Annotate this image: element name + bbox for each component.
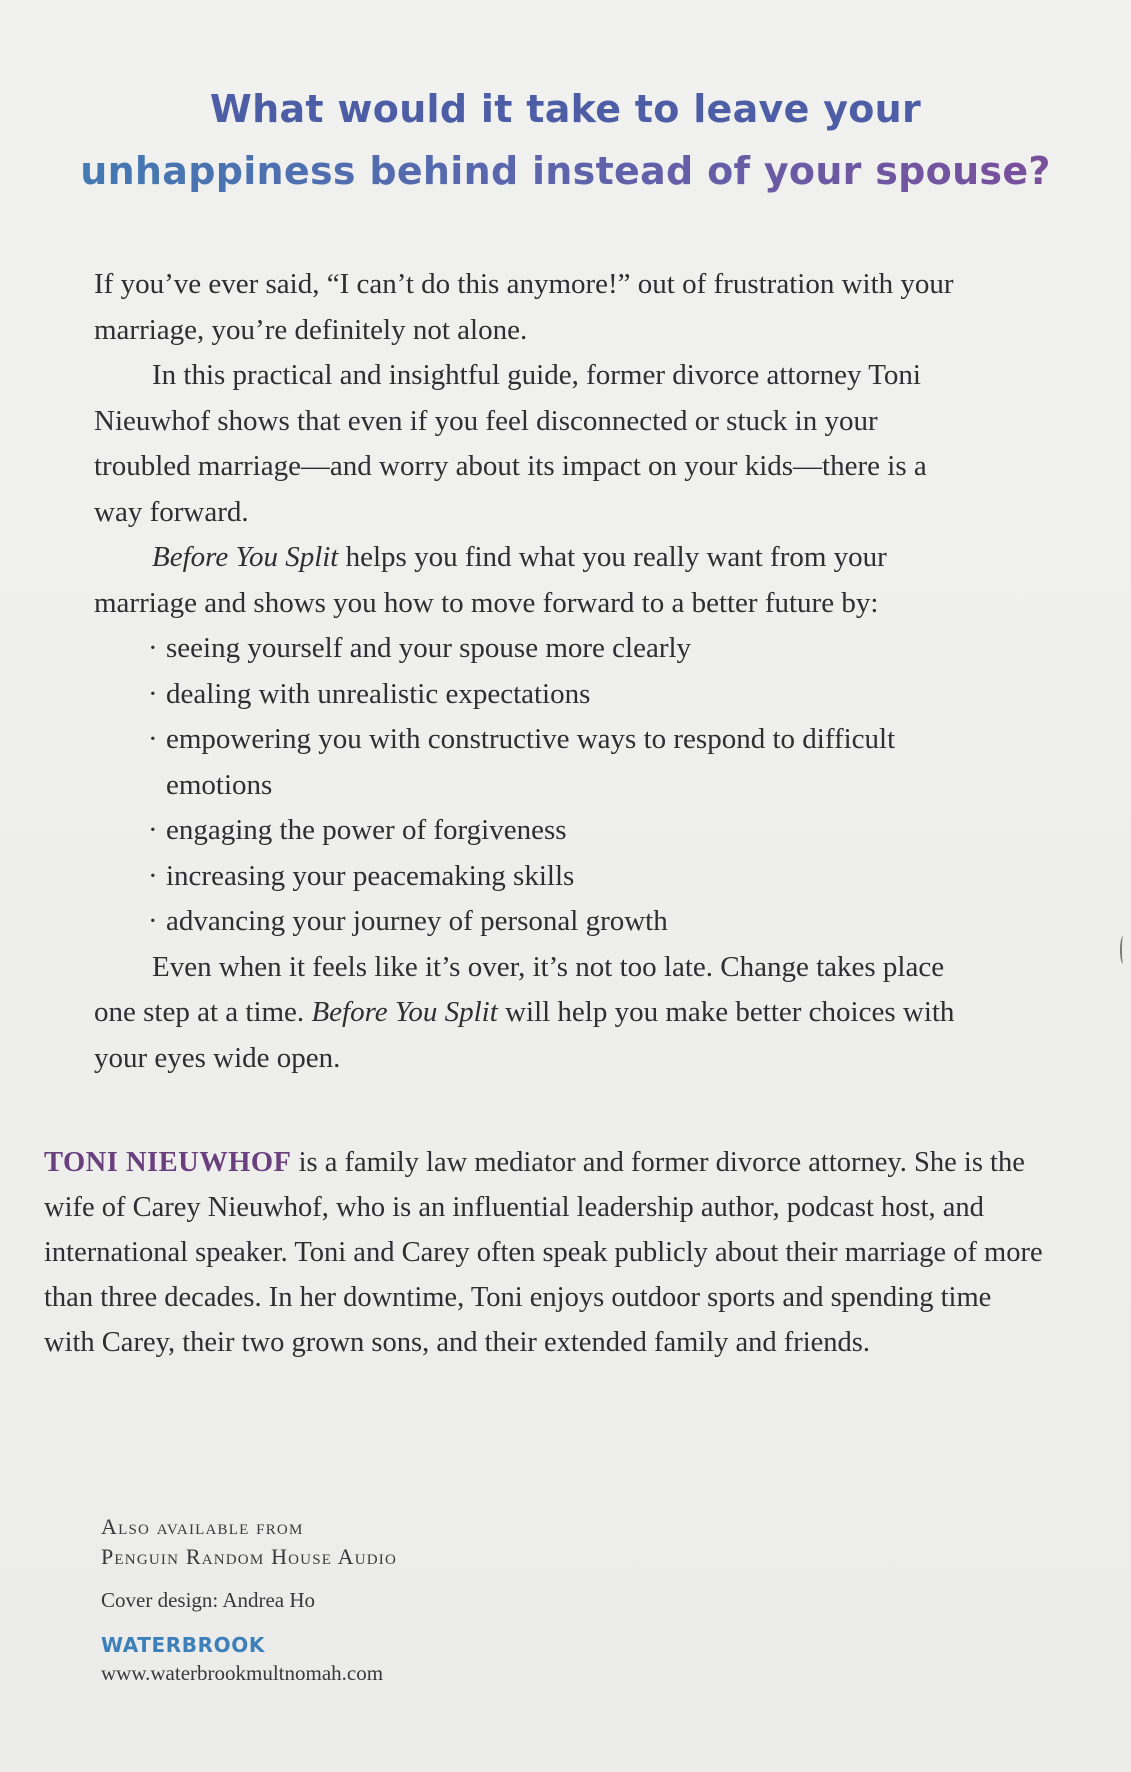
description-paragraph-3 <box>94 535 978 626</box>
cover-design-credit: Cover design: Andrea Ho <box>101 1588 316 1612</box>
list-item: · advancing your journey of personal growth <box>148 899 978 945</box>
list-item: · engaging the power of forgiveness <box>148 808 978 854</box>
headline <box>0 78 1131 202</box>
bullet-dot: · <box>148 723 158 755</box>
book-title: Before You Split <box>152 541 339 573</box>
headline-line-2: unhappiness behind instead of your spouse? <box>0 140 1131 202</box>
bio-paragraph <box>44 1140 1048 1365</box>
bullet-dot: · <box>148 859 158 892</box>
credits <box>101 1512 801 1686</box>
bullet-dot: · <box>148 677 158 710</box>
bullet-dot: · <box>148 814 158 846</box>
list-item: · seeing yourself and your spouse more clearly <box>148 626 978 672</box>
bio-text: is a family law mediator and former divorce attorney. She is the wife of Carey Nieuwhof, who is an influential leadership author, podcast host, and international speaker. Toni and Carey often speak publicly about their marriage of more than three decades. In her downtime, Toni enjoys outdoor sports and spending time with Carey, their two grown sons, and their extended family and friends. <box>44 1147 1043 1358</box>
author-bio <box>44 1140 1048 1365</box>
list-item: · empowering you with constructive ways to respond to difficult emotions <box>148 717 978 808</box>
publisher-logo: WATERBROOK <box>101 1633 265 1657</box>
bullet-dot: · <box>148 905 158 937</box>
book-title: Before You Split <box>311 996 498 1028</box>
bullet-dot: · <box>148 632 158 664</box>
paragraph-3-text: helps you find what you really want from your marriage and shows you how to move forward to a better future by: <box>94 541 887 619</box>
benefit-list <box>94 626 978 945</box>
description-paragraph-2: In this practical and insightful guide, former divorce attorney Toni Nieuwhof shows that even if you feel disconnected or stuck in your troubled marriage—and worry about its impact on your kids—there is a way forward. <box>94 359 927 528</box>
headline-line-1: What would it take to leave your <box>209 87 922 131</box>
list-item: · increasing your peacemaking skills <box>148 854 978 900</box>
author-name: TONI NIEUWHOF <box>44 1147 292 1178</box>
publisher-url: www.waterbrookmultnomah.com <box>101 1661 384 1685</box>
description-paragraph-1: If you’ve ever said, “I can’t do this anymore!” out of frustration with your marriage, you’re definitely not alone. <box>94 268 954 346</box>
edge-mark <box>1120 936 1126 964</box>
also-available-line-2: Penguin Random House Audio <box>101 1544 397 1569</box>
description-paragraph-4: Even when it feels like it’s over, it’s not too late. Change takes place one step at a time. Before You Split will help you make better choices with your eyes wide open. <box>94 950 955 1074</box>
also-available-line-1: Also available from <box>101 1514 304 1539</box>
book-description <box>94 262 978 1081</box>
list-item: · dealing with unrealistic expectations <box>148 672 978 718</box>
